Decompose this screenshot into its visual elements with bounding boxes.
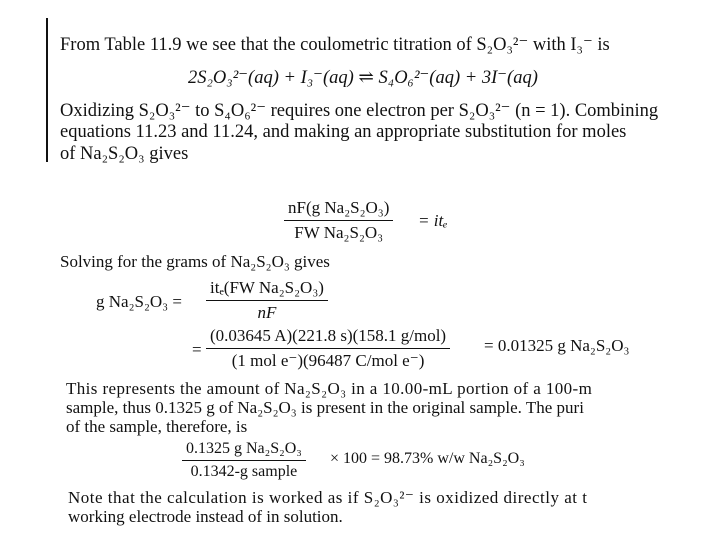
eq2-lhs: g Na₂S₂O₃ = [96, 292, 182, 311]
eq2-denominator: nF [257, 303, 277, 322]
solving-text: Solving for the grams of Na₂S₂O₃ gives [60, 252, 330, 271]
reaction-equation: 2S₂O₃²⁻(aq) + I₃⁻(aq) ⇌ S₄O₆²⁻(aq) + 3I⁻(aq) [188, 68, 538, 88]
eq1-rhs: = itₑ [418, 211, 448, 230]
eq4-rhs: × 100 = 98.73% w/w Na₂S₂O₃ [330, 450, 525, 467]
para2-line2: sample, thus 0.1325 g of Na₂S₂O₃ is present in the original sample. The puri [66, 398, 584, 417]
para1-line2: Oxidizing S₂O₃²⁻ to S₄O₆²⁻ requires one electron per S₂O₃²⁻ (n = 1). Combining [60, 101, 659, 121]
eq4-denominator: 0.1342-g sample [190, 463, 298, 480]
eq3-rhs: = 0.01325 g Na₂S₂O₃ [484, 336, 630, 355]
eq3-denominator: (1 mol e⁻)(96487 C/mol e⁻) [231, 351, 425, 370]
eq4-fraction [182, 440, 306, 481]
para1-line3: equations 11.23 and 11.24, and making an appropriate substitution for moles [60, 122, 627, 142]
para2-line1: This represents the amount of Na₂S₂O₃ in a 10.00-mL portion of a 100-m [66, 379, 593, 398]
eq3-equals: = [192, 340, 202, 359]
para2-line3: of the sample, therefore, is [66, 417, 248, 436]
eq4-numerator: 0.1325 g Na₂S₂O₃ [182, 440, 306, 461]
para3-line2: working electrode instead of in solution. [68, 507, 343, 526]
para1-line1: From Table 11.9 we see that the coulometric titration of S₂O₃²⁻ with I₃⁻ is [60, 35, 610, 55]
eq2-numerator: itₑ(FW Na₂S₂O₃) [206, 278, 328, 301]
para1-line4: of Na₂S₂O₃ gives [60, 144, 189, 164]
eq1-denominator: FW Na₂S₂O₃ [294, 223, 384, 242]
eq3-fraction [206, 326, 450, 371]
eq1-fraction [284, 198, 393, 243]
eq1-numerator: nF(g Na₂S₂O₃) [284, 198, 393, 221]
eq3-numerator: (0.03645 A)(221.8 s)(158.1 g/mol) [206, 326, 450, 349]
eq2-fraction [206, 278, 328, 323]
para3-line1: Note that the calculation is worked as if S₂O₃²⁻ is oxidized directly at t [68, 488, 588, 507]
margin-bar [46, 18, 48, 162]
